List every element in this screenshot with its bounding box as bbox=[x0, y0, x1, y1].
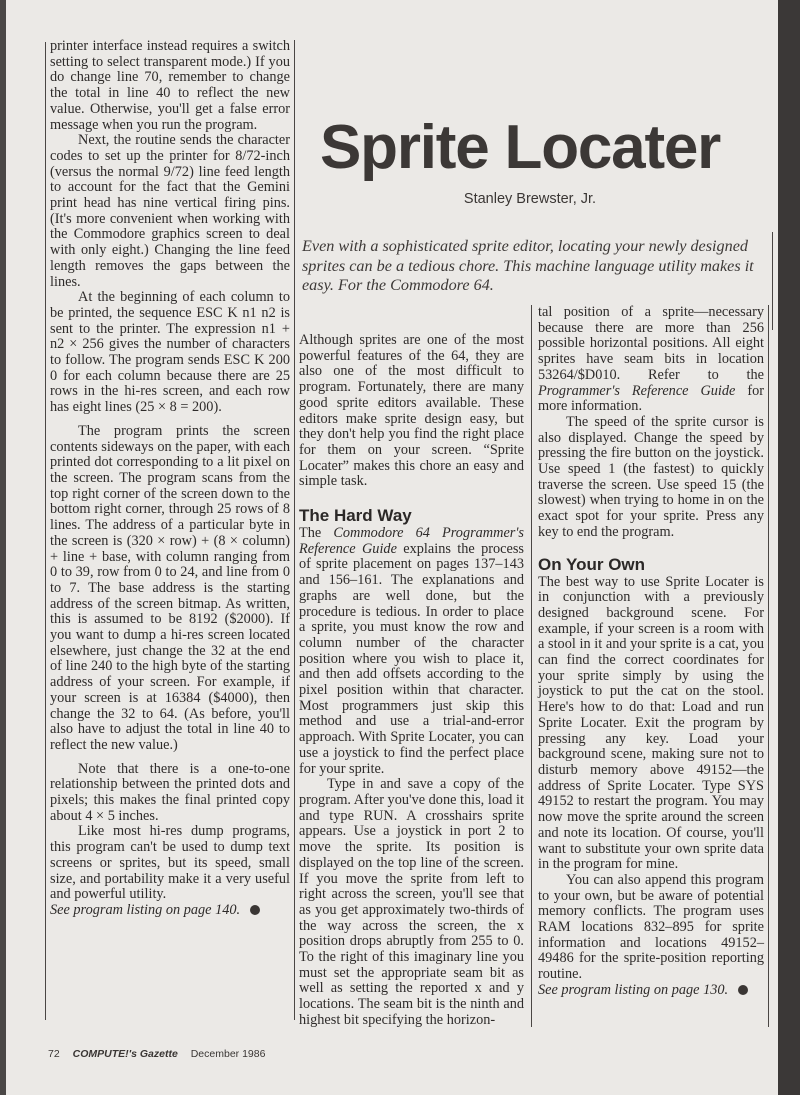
page-footer bbox=[48, 1048, 275, 1060]
column-rule-right bbox=[768, 305, 769, 1027]
paragraph: The speed of the sprite cursor is also displayed. Change the speed by pressing the fire button on the joystick. Use speed 1 (the fastest) to quickly traverse the screen. Use speed 15 (the slowest) when trying to home in on the exact spot for your sprite. Press any key to end the program. bbox=[538, 413, 764, 540]
see-listing-text: See program listing on page 130. bbox=[538, 981, 729, 998]
subhead-on-your-own: On Your Own bbox=[538, 554, 646, 574]
left-column bbox=[50, 39, 290, 919]
paragraph: Note that there is a one-to-one relationship between the printed dots and pixels; this makes the final printed copy about 4 × 5 inches. bbox=[50, 760, 290, 824]
article-title: Sprite Locater bbox=[320, 113, 721, 182]
column-rule-left bbox=[45, 42, 46, 1020]
paragraph: Like most hi-res dump programs, this program can't be used to dump text screens or sprites, but its speed, small size, and portability make it a very useful and powerful utility. bbox=[50, 823, 290, 903]
scan-edge-right bbox=[778, 0, 800, 1095]
book-title: Programmer's Reference Guide bbox=[538, 382, 736, 399]
middle-column bbox=[299, 333, 524, 1029]
subhead-the-hard-way: The Hard Way bbox=[299, 506, 412, 526]
paragraph: You can also append this program to your own, but be aware of potential memory conflicts. The program uses RAM locations 832–895 for sprite information and locations 49152–49486 for the sprite-position reporting routine. bbox=[538, 871, 764, 983]
end-of-article-mark-icon bbox=[738, 985, 748, 995]
right-column bbox=[538, 305, 764, 999]
page-number: 72 bbox=[48, 1048, 60, 1060]
column-rule-middle-left bbox=[294, 40, 295, 1020]
column-rule-middle-right bbox=[531, 305, 532, 1027]
paragraph bbox=[538, 305, 764, 415]
paragraph: At the beginning of each column to be printed, the sequence ESC K n1 n2 is sent to the printer. The expression n1 + n2 × 256 gives the number of characters to follow. The program sends ESC K 200 0 for each column because there are 25 rows in the hi-res screen, and each row has eight lines (25 × 8 = 200). bbox=[50, 289, 290, 416]
article-byline: Stanley Brewster, Jr. bbox=[463, 191, 597, 207]
see-listing-text: See program listing on page 140. bbox=[50, 901, 241, 918]
paragraph: The best way to use Sprite Locater is in conjunction with a previously designed background scene. For example, if your screen is a room with a stool in it and your sprite is a cat, you can find the correct coordinates for your sprite simply by using the joystick to put the cat on the stool. Here's how to do that: Load and run Sprite Locater. Exit the program by pressing any key. Load your background scene, making sure not to disturb memory above 49152—the address of Sprite Locater. Type SYS 49152 to restart the program. You may now move the sprite around the screen and note its location. Of course, you'll want to substitute your own sprite data in the program for mine. bbox=[538, 573, 764, 873]
end-of-article-mark-icon bbox=[250, 905, 260, 915]
paragraph: Type in and save a copy of the program. After you've done this, load it and type RUN. A crosshairs sprite appears. Use a joystick in port 2 to move the sprite. Its position is displayed on the top line of the screen. If you move the sprite from left to right across the screen, you'll see that as you get approximately two-thirds of the way across the screen, the x position drops abruptly from 255 to 0. To the right of this imaginary line you must set the appropriate seam bit as well as setting the reported x and y locations. The seam bit is the ninth and highest bit specifying the horizon- bbox=[299, 776, 524, 1028]
paragraph: Although sprites are one of the most powerful features of the 64, they are also one of the most difficult to program. Fortunately, there are many good sprite editors available. These editors make sprite design easy, but they don't help you find the right place for them on your screen. “Sprite Locater” makes this chore an easy and simple task. bbox=[299, 332, 524, 490]
issue-date: December 1986 bbox=[190, 1048, 266, 1060]
program-listing-reference bbox=[538, 983, 764, 999]
paragraph bbox=[299, 526, 524, 777]
text: The bbox=[299, 525, 334, 542]
paragraph: The program prints the screen contents sideways on the paper, with each printed dot corresponding to a lit pixel on the screen. The program scans from the top right corner of the screen down to the bottom right corner, through 25 rows of 8 lines. The address of a particular byte in the screen is (320 × row) + (8 × column) + line + base, with column ranging from 0 to 39, row from 0 to 24, and line from 0 to 7. The base address is the starting address of the screen bitmap. As written, this is assumed to be 8192 ($2000). If you want to dump a hi-res screen located elsewhere, just change the 32 at the end of line 240 to the high byte of the starting address of your screen. For example, if your screen is at 16384 ($4000), then change the 32 to 64. (As before, you'll also have to adjust the total in line 40 to reflect the new value.) bbox=[50, 422, 290, 753]
text: explains the process of sprite placement on pages 137–143 and 156–161. The explanations and graphs are well done, but the procedure is tedious. In order to place a sprite, you must know the row and column number of the character position where you wish to place it, and then add offsets according to the pixel position within that character. Most programmers just skip this method and use a trial-and-error approach. With Sprite Locater, you can use a joystick to find the perfect place for your sprite. bbox=[299, 540, 524, 777]
paragraph: printer interface instead requires a switch setting to select transparent mode.) If you do change line 70, remember to change the total in line 40 to reflect the new value. Otherwise, you'll get a false error message when you run the program. bbox=[50, 38, 290, 133]
article-deck: Even with a sophisticated sprite editor, locating your newly designed sprites can be a tedious chore. This machine language utility makes it easy. For the Commodore 64. bbox=[302, 237, 754, 294]
column-rule-deck-right bbox=[772, 232, 773, 330]
program-listing-reference bbox=[50, 903, 290, 919]
paragraph: Next, the routine sends the character codes to set up the printer for 8/72-inch (versus the normal 9/72) line feed length to account for the fact that the Gemini print head has nine vertical firing pins. (It's more convenient when working with the Commodore graphics screen to deal with only eight.) Changing the line feed length removes the gaps between the lines. bbox=[50, 132, 290, 290]
text: for more information. bbox=[538, 382, 764, 415]
magazine-name: COMPUTE!'s Gazette bbox=[72, 1048, 178, 1060]
text: tal position of a sprite—necessary because there are more than 256 possible horizontal positions. All eight sprites have seam bits in location 53264/$D010. Refer to the bbox=[538, 304, 764, 383]
book-title: Commodore 64 Programmer's Reference Guide bbox=[299, 525, 524, 557]
